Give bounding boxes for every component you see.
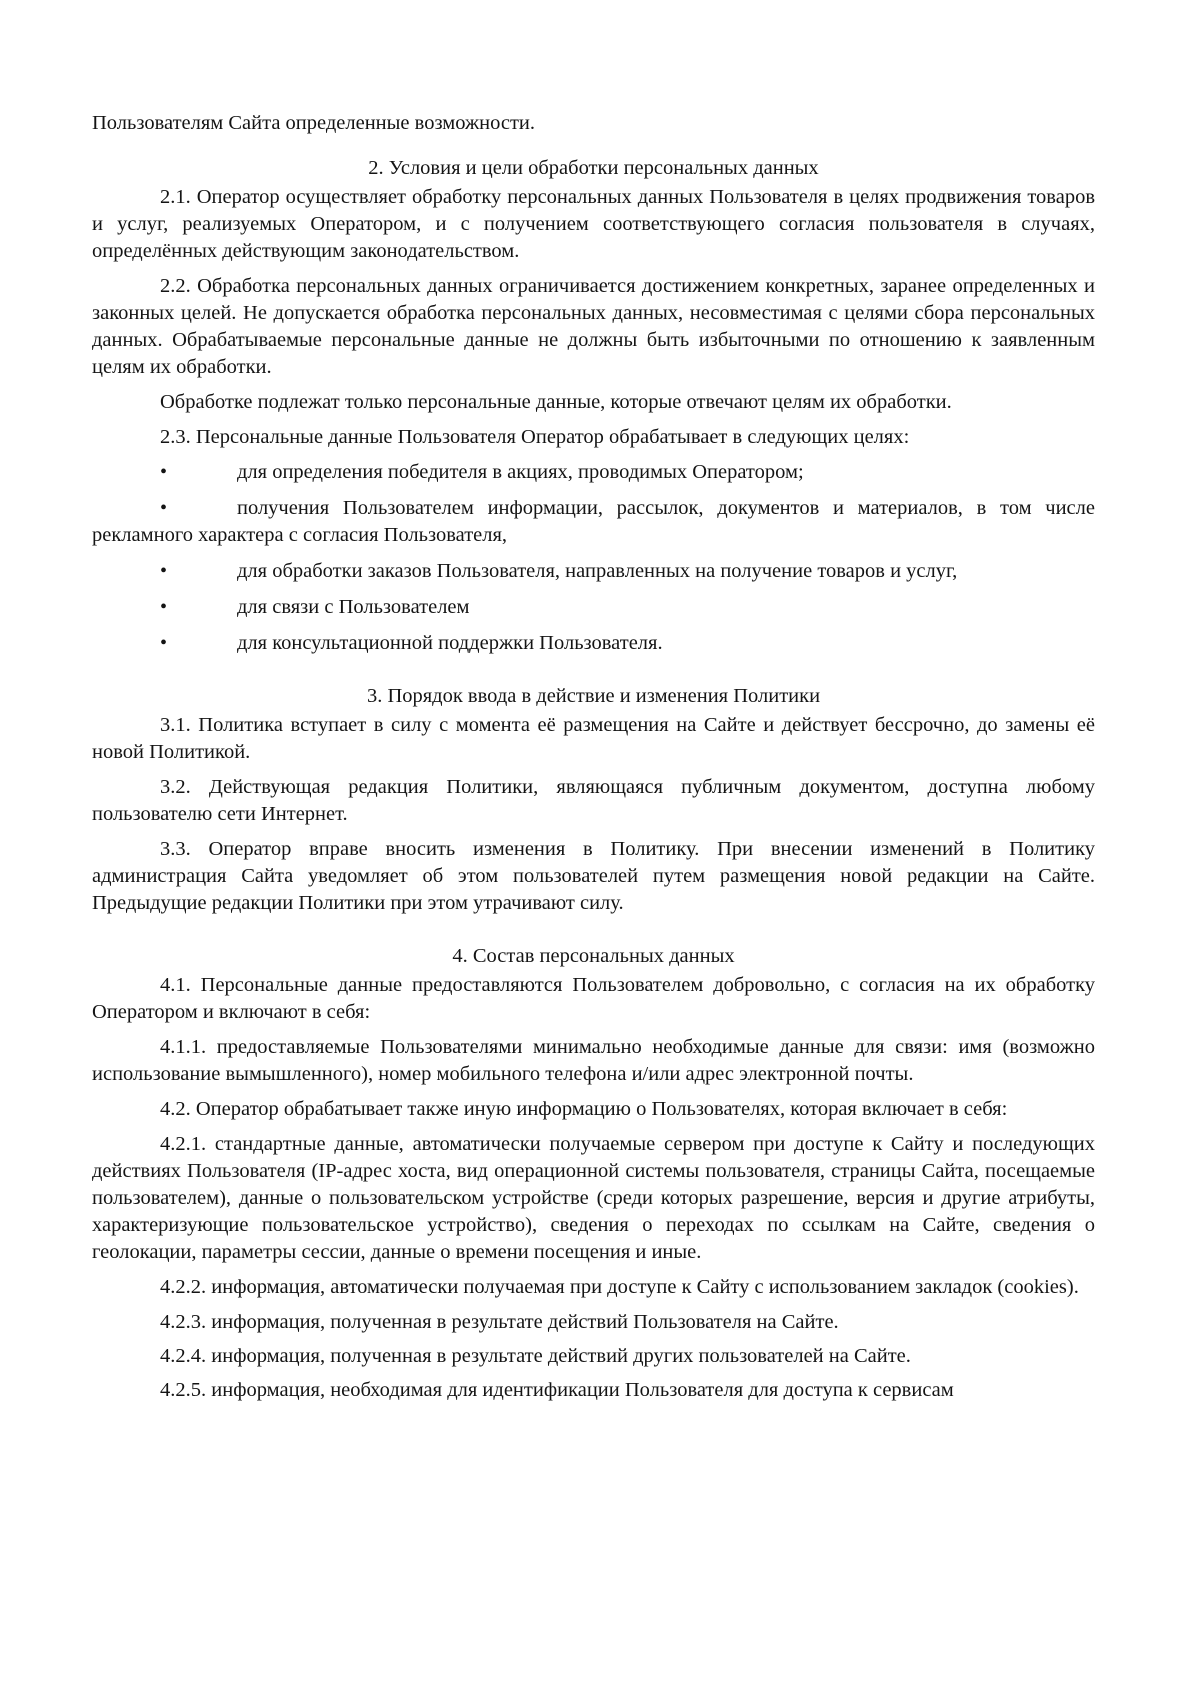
paragraph-3-2: 3.2. Действующая редакция Политики, являющаяся публичным документом, доступна любому пользователю сети Интернет.: [92, 776, 1095, 825]
paragraph-3-3: 3.3. Оператор вправе вносить изменения в Политику. При внесении изменений в Политику администрация Сайта уведомляет об этом пользователей путем размещения новой редакции на Сайте. Предыдущие редакции Политики при этом утрачивают силу.: [92, 838, 1095, 914]
list-item: [92, 558, 1095, 585]
bullet-icon: •: [160, 560, 168, 582]
paragraph-4-2-1: 4.2.1. стандартные данные, автоматически получаемые сервером при доступе к Сайту и последующих действиях Пользователя (IP-адрес хоста, вид операционной системы пользователя, страницы Сайта, посещаемые пользователем), данные о пользовательском устройстве (среди которых разрешение, версия и другие атрибуты, характеризующие пользовательское устройство), сведения о переходах по ссылкам на Сайте, сведения о геолокации, параметры сессии, данные о времени посещения и иные.: [92, 1133, 1095, 1263]
section-3-heading: 3. Порядок ввода в действие и изменения Политики: [366, 685, 821, 707]
section-4-heading: 4. Состав персональных данных: [452, 945, 735, 967]
list-item-text: для связи с Пользователем: [237, 596, 470, 618]
bullet-icon: •: [160, 497, 168, 519]
list-item-text: для определения победителя в акциях, проводимых Оператором;: [237, 461, 804, 483]
bullet-icon: •: [160, 461, 168, 483]
purposes-list: [92, 459, 1095, 657]
paragraph-3-1: 3.1. Политика вступает в силу с момента её размещения на Сайте и действует бессрочно, до замены её новой Политикой.: [92, 714, 1095, 763]
paragraph-2-1: 2.1. Оператор осуществляет обработку персональных данных Пользователя в целях продвижения товаров и услуг, реализуемых Оператором, и с получением соответствующего согласия пользователя в случаях, определённых действующим законодательством.: [92, 186, 1095, 262]
paragraph-2-3: 2.3. Персональные данные Пользователя Оператор обрабатывает в следующих целях:: [160, 426, 910, 448]
paragraph-4-2-4: 4.2.4. информация, полученная в результате действий других пользователей на Сайте.: [160, 1345, 911, 1367]
section-2-heading: 2. Условия и цели обработки персональных данных: [368, 157, 819, 179]
paragraph-4-2-5: 4.2.5. информация, необходимая для идентификации Пользователя для доступа к сервисам: [160, 1379, 954, 1401]
lead-line: Пользователям Сайта определенные возможности.: [92, 112, 536, 134]
paragraph-4-2: 4.2. Оператор обрабатывает также иную информацию о Пользователях, которая включает в себя:: [160, 1098, 1008, 1120]
paragraph-2-2: 2.2. Обработка персональных данных ограничивается достижением конкретных, заранее определенных и законных целей. Не допускается обработка персональных данных, несовместимая с целями сбора персональных данных. Обрабатываемые персональные данные не должны быть избыточными по отношению к заявленным целям их обработки.: [92, 275, 1095, 378]
list-item: [92, 459, 1095, 486]
paragraph-4-1: 4.1. Персональные данные предоставляются Пользователем добровольно, с согласия на их обработку Оператором и включают в себя:: [92, 974, 1095, 1023]
bullet-icon: •: [160, 596, 168, 618]
list-item: [92, 495, 1095, 549]
list-item: [92, 630, 1095, 657]
list-item-text: для консультационной поддержки Пользователя.: [237, 632, 663, 654]
paragraph-4-2-2: 4.2.2. информация, автоматически получаемая при доступе к Сайту с использованием закладок (cookies).: [160, 1276, 1079, 1298]
paragraph-4-1-1: 4.1.1. предоставляемые Пользователями минимально необходимые данные для связи: имя (возможно использование вымышленного), номер мобильного телефона и/или адрес электронной почты.: [92, 1036, 1095, 1085]
list-item: [92, 594, 1095, 621]
list-item-text: для обработки заказов Пользователя, направленных на получение товаров и услуг,: [237, 560, 958, 582]
list-item-text: получения Пользователем информации, рассылок, документов и материалов, в том числе рекламного характера с согласия Пользователя,: [92, 497, 1095, 546]
bullet-icon: •: [160, 632, 168, 654]
paragraph-2-2-continued: Обработке подлежат только персональные данные, которые отвечают целям их обработки.: [160, 391, 952, 413]
paragraph-4-2-3: 4.2.3. информация, полученная в результате действий Пользователя на Сайте.: [160, 1311, 839, 1333]
